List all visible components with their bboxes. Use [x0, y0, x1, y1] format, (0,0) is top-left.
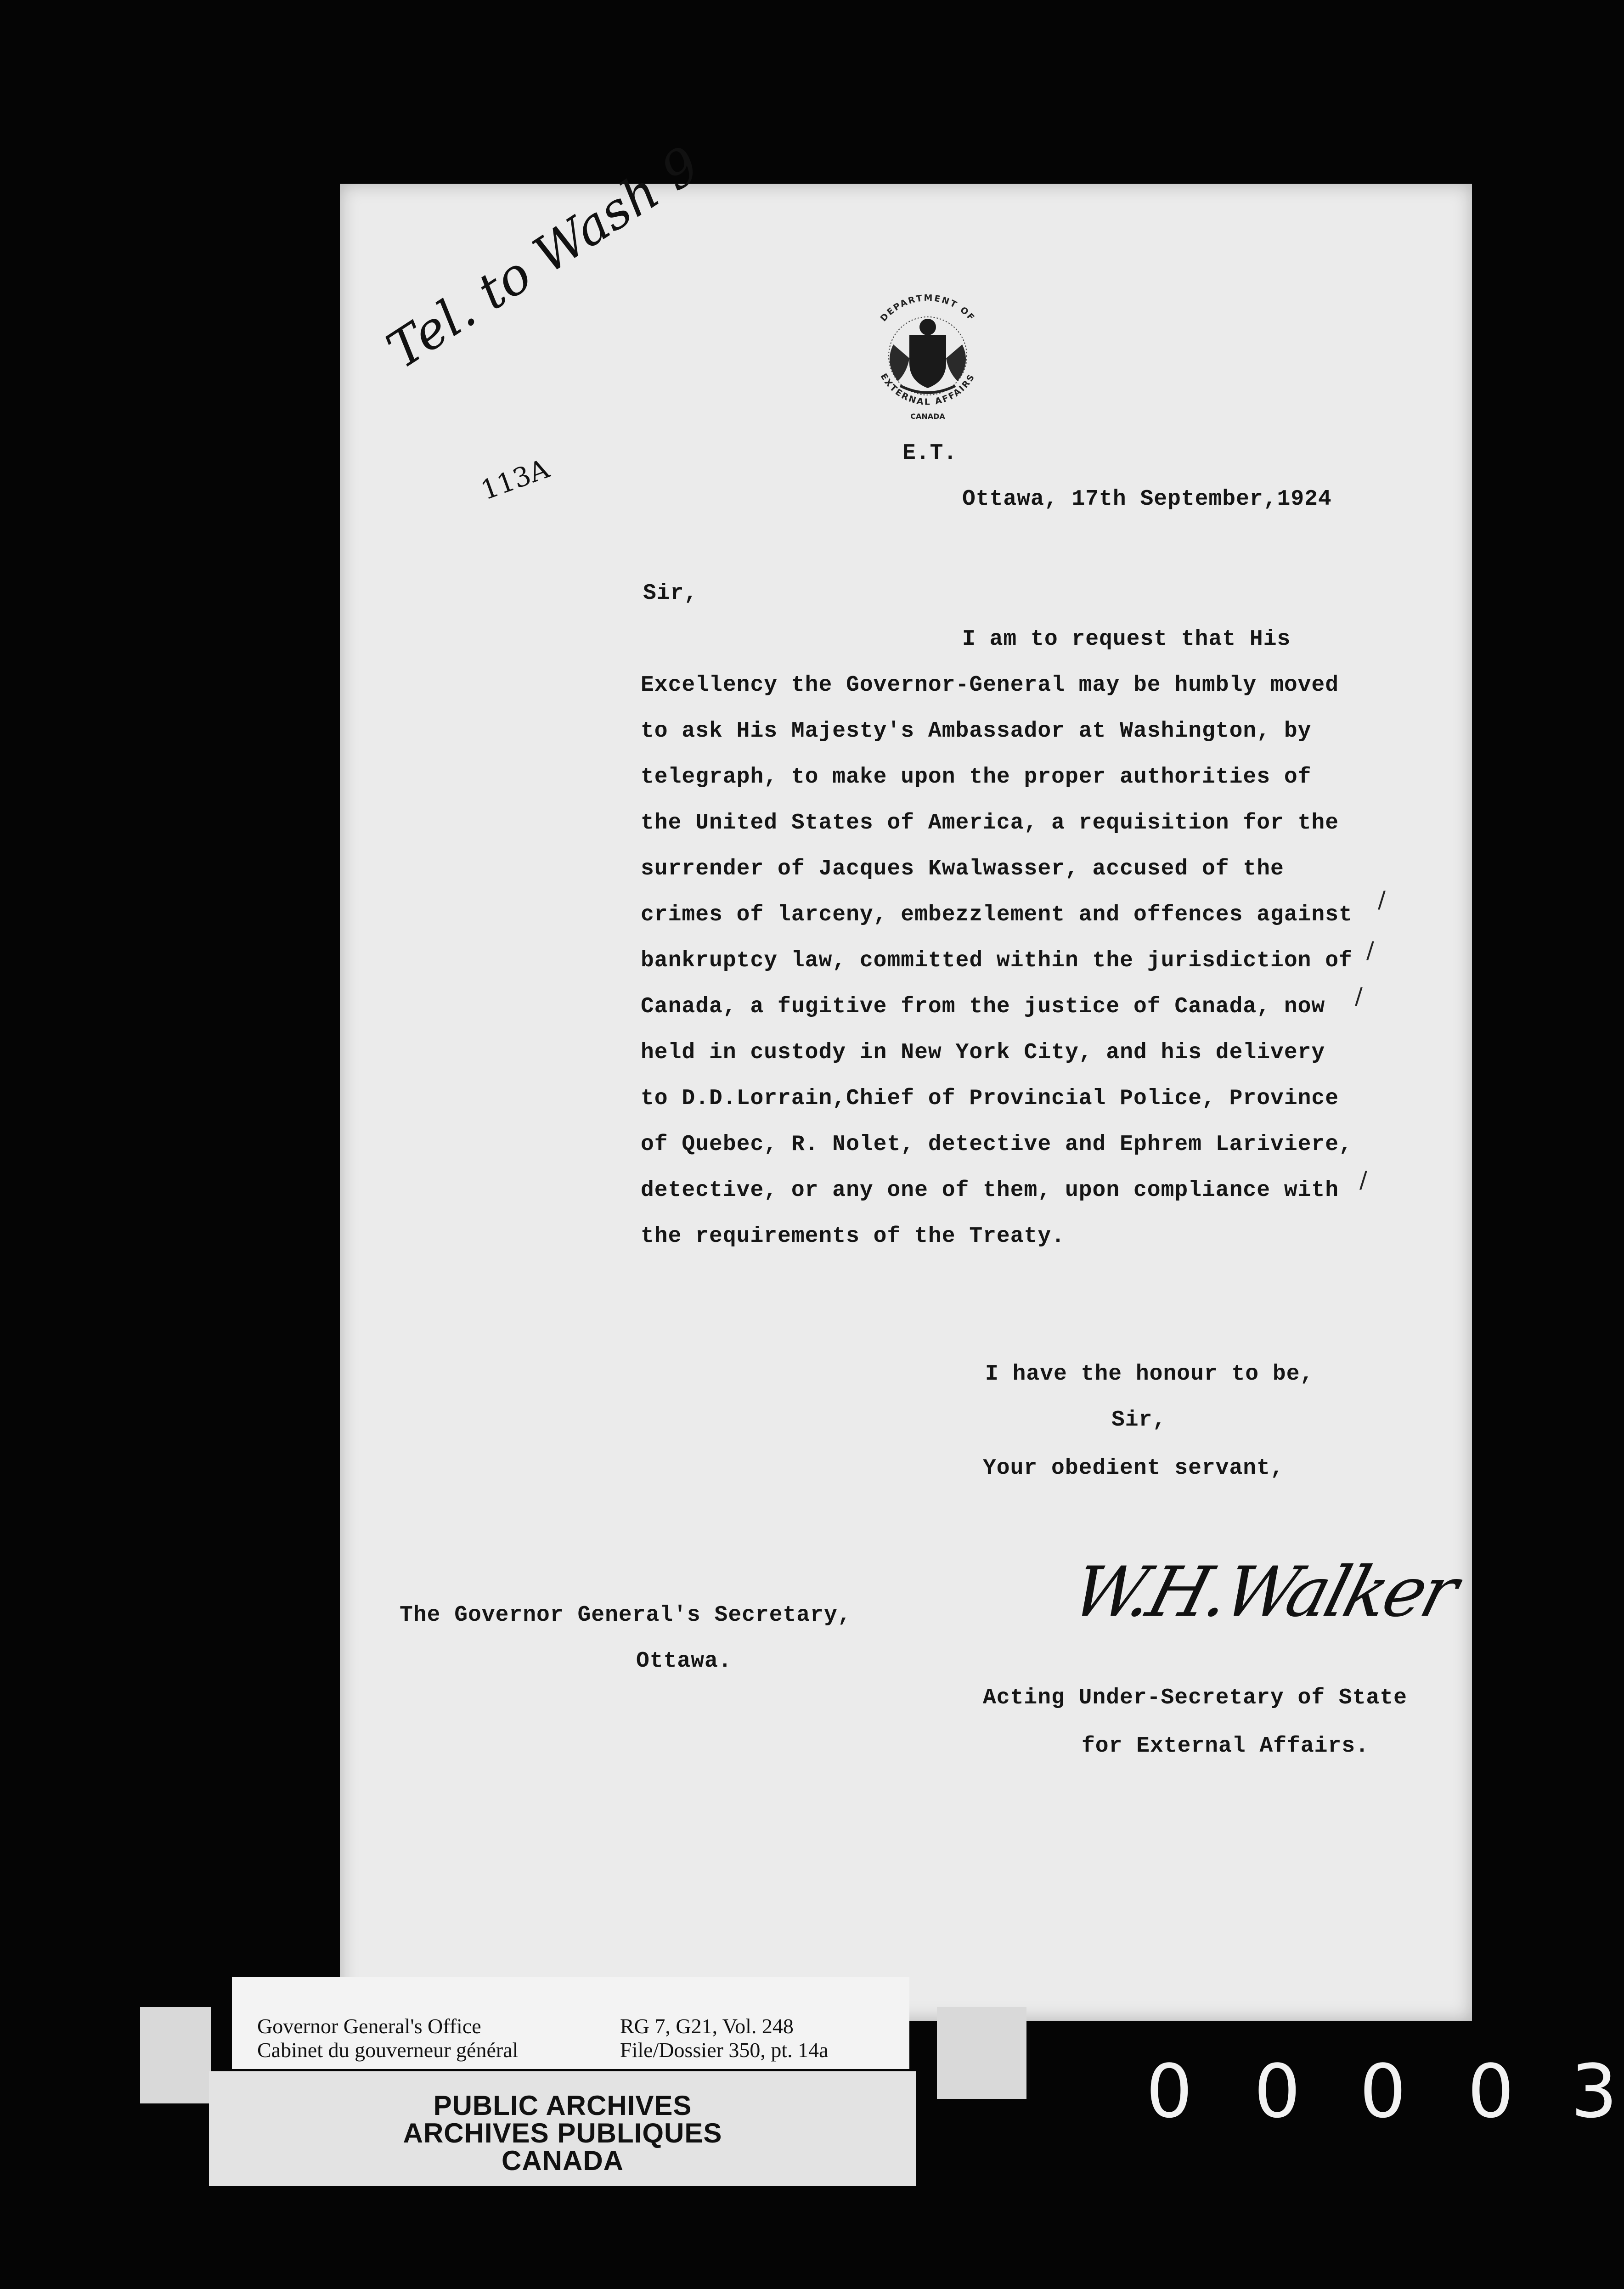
body-line: to D.D.Lorrain,Chief of Provincial Police, Province	[641, 1086, 1339, 1111]
closing-line: Sir,	[1111, 1408, 1167, 1432]
label-tab-right	[937, 2007, 1026, 2099]
tick-mark: /	[1359, 1167, 1367, 1193]
body-line: the requirements of the Treaty.	[641, 1224, 1065, 1249]
body-line: held in custody in New York City, and his delivery	[641, 1040, 1325, 1065]
body-line: I am to request that His	[962, 627, 1291, 652]
signatory-title: Acting Under-Secretary of State	[983, 1686, 1407, 1710]
closing-line: I have the honour to be,	[985, 1362, 1314, 1387]
frame-digit: 0	[1254, 2048, 1301, 2134]
body-line: telegraph, to make upon the proper authorities of	[641, 765, 1312, 789]
body-line: of Quebec, R. Nolet, detective and Ephrem Lariviere,	[641, 1132, 1353, 1157]
frame-digit: 0	[1146, 2048, 1193, 2134]
tick-mark: /	[1378, 886, 1386, 913]
body-line: Excellency the Governor-General may be humbly moved	[641, 673, 1339, 698]
department-crest-icon	[854, 276, 1001, 423]
closing-line: Your obedient servant,	[983, 1456, 1284, 1481]
archives-en: PUBLIC ARCHIVES	[433, 2090, 692, 2121]
office-en: Governor General's Office	[257, 2014, 481, 2038]
frame-digit: 0	[1359, 2048, 1406, 2134]
frame-digit: 0	[1467, 2048, 1514, 2134]
addressee-line: The Governor General's Secretary,	[400, 1603, 851, 1628]
svg-text:DEPARTMENT OF: DEPARTMENT OF	[878, 293, 977, 324]
svg-text:EXTERNAL AFFAIRS: EXTERNAL AFFAIRS	[878, 372, 977, 407]
archives-fr: ARCHIVES PUBLIQUES	[403, 2118, 722, 2148]
signature: W.H.Walker	[1064, 1552, 1464, 1632]
ref-volume: RG 7, G21, Vol. 248	[620, 2014, 794, 2038]
addressee-line: Ottawa.	[636, 1649, 732, 1674]
date-line: Ottawa, 17th September,1924	[962, 487, 1332, 512]
salutation: Sir,	[643, 581, 698, 606]
body-line: surrender of Jacques Kwalwasser, accused of the	[641, 857, 1284, 881]
body-line: to ask His Majesty's Ambassador at Washington, by	[641, 719, 1312, 744]
signatory-title: for External Affairs.	[1082, 1734, 1369, 1759]
tick-mark: /	[1355, 983, 1363, 1009]
handwritten-note: Tel. to Wash 9	[377, 135, 710, 380]
ref-file: File/Dossier 350, pt. 14a	[620, 2038, 829, 2062]
archive-reference-label	[232, 1977, 909, 2069]
body-line: the United States of America, a requisition for the	[641, 811, 1339, 835]
label-tab-left	[140, 2007, 211, 2103]
archives-country: CANADA	[502, 2145, 624, 2176]
tick-mark: /	[1366, 937, 1374, 964]
body-line: crimes of larceny, embezzlement and offences against	[641, 902, 1353, 927]
body-line: detective, or any one of them, upon compliance with	[641, 1178, 1339, 1203]
office-fr: Cabinet du gouverneur général	[257, 2038, 519, 2062]
svg-text:CANADA: CANADA	[910, 412, 945, 421]
frame-digit: 3	[1571, 2048, 1618, 2134]
body-line: Canada, a fugitive from the justice of Canada, now	[641, 994, 1325, 1019]
handwritten-ref: 113A	[476, 452, 553, 507]
initials: E.T.	[902, 441, 958, 466]
body-line: bankruptcy law, committed within the jurisdiction of	[641, 948, 1353, 973]
public-archives-stamp	[209, 2071, 916, 2186]
